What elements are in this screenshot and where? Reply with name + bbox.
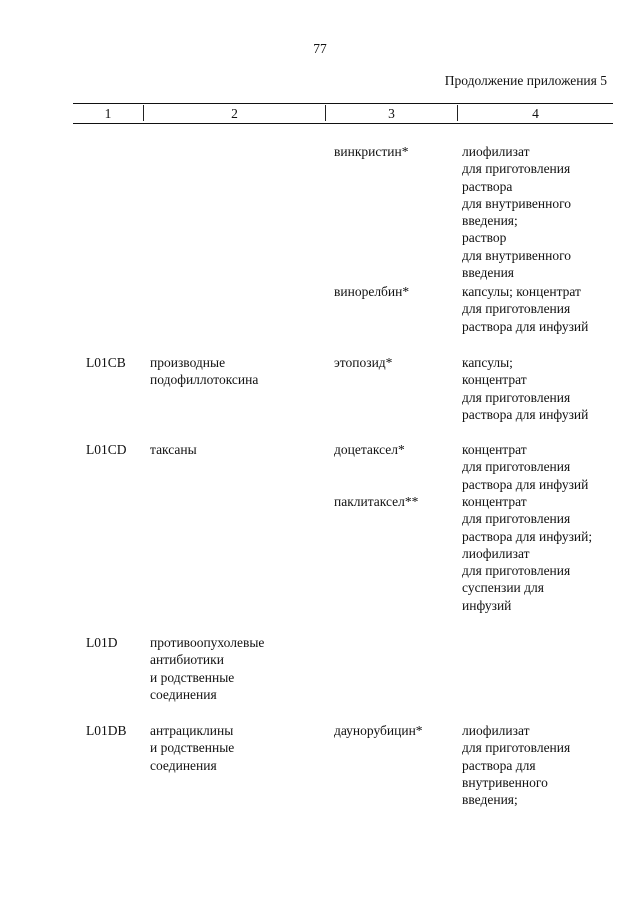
header-top-rule xyxy=(73,103,613,104)
column-header-3: 3 xyxy=(388,106,395,121)
group-name: производные подофиллотоксина xyxy=(150,355,259,388)
column-header-2: 2 xyxy=(231,106,238,121)
drug-name: даунорубицин* xyxy=(334,723,423,738)
atc-code: L01D xyxy=(86,635,118,650)
dosage-form: концентрат для приготовления раствора для инфузий; лиофилизат для приготовления суспензии для инфузий xyxy=(462,494,593,613)
table-header xyxy=(73,103,613,125)
dosage-form: концентрат для приготовления раствора для инфузий xyxy=(462,442,589,492)
continuation-label: Продолжение приложения 5 xyxy=(444,73,607,88)
dosage-form: лиофилизат для приготовления раствора для внутривенного введения; xyxy=(462,723,571,808)
group-name: антрациклины и родственные соединения xyxy=(150,723,235,773)
column-header-4: 4 xyxy=(532,106,539,121)
atc-code: L01CB xyxy=(86,355,126,370)
dosage-form: капсулы; концентрат для приготовления раствора для инфузий xyxy=(462,355,589,422)
top-edge-mark xyxy=(438,0,508,2)
group-name: противоопухолевые антибиотики и родственные соединения xyxy=(150,635,265,702)
atc-code: L01CD xyxy=(86,442,127,457)
group-name: таксаны xyxy=(150,442,197,457)
header-bottom-rule xyxy=(73,123,613,124)
dosage-form: лиофилизат для приготовления раствора для внутривенного введения; раствор для внутривенного введения xyxy=(462,144,572,281)
drug-name: винорелбин* xyxy=(334,284,410,299)
dosage-form: капсулы; концентрат для приготовления раствора для инфузий xyxy=(462,284,589,334)
drug-name: этопозид* xyxy=(334,355,393,370)
page-number: 77 xyxy=(313,41,327,56)
drug-name: паклитаксел** xyxy=(334,494,419,509)
atc-code: L01DB xyxy=(86,723,127,738)
drug-name: винкристин* xyxy=(334,144,409,159)
drug-name: доцетаксел* xyxy=(334,442,405,457)
column-header-1: 1 xyxy=(104,106,112,121)
